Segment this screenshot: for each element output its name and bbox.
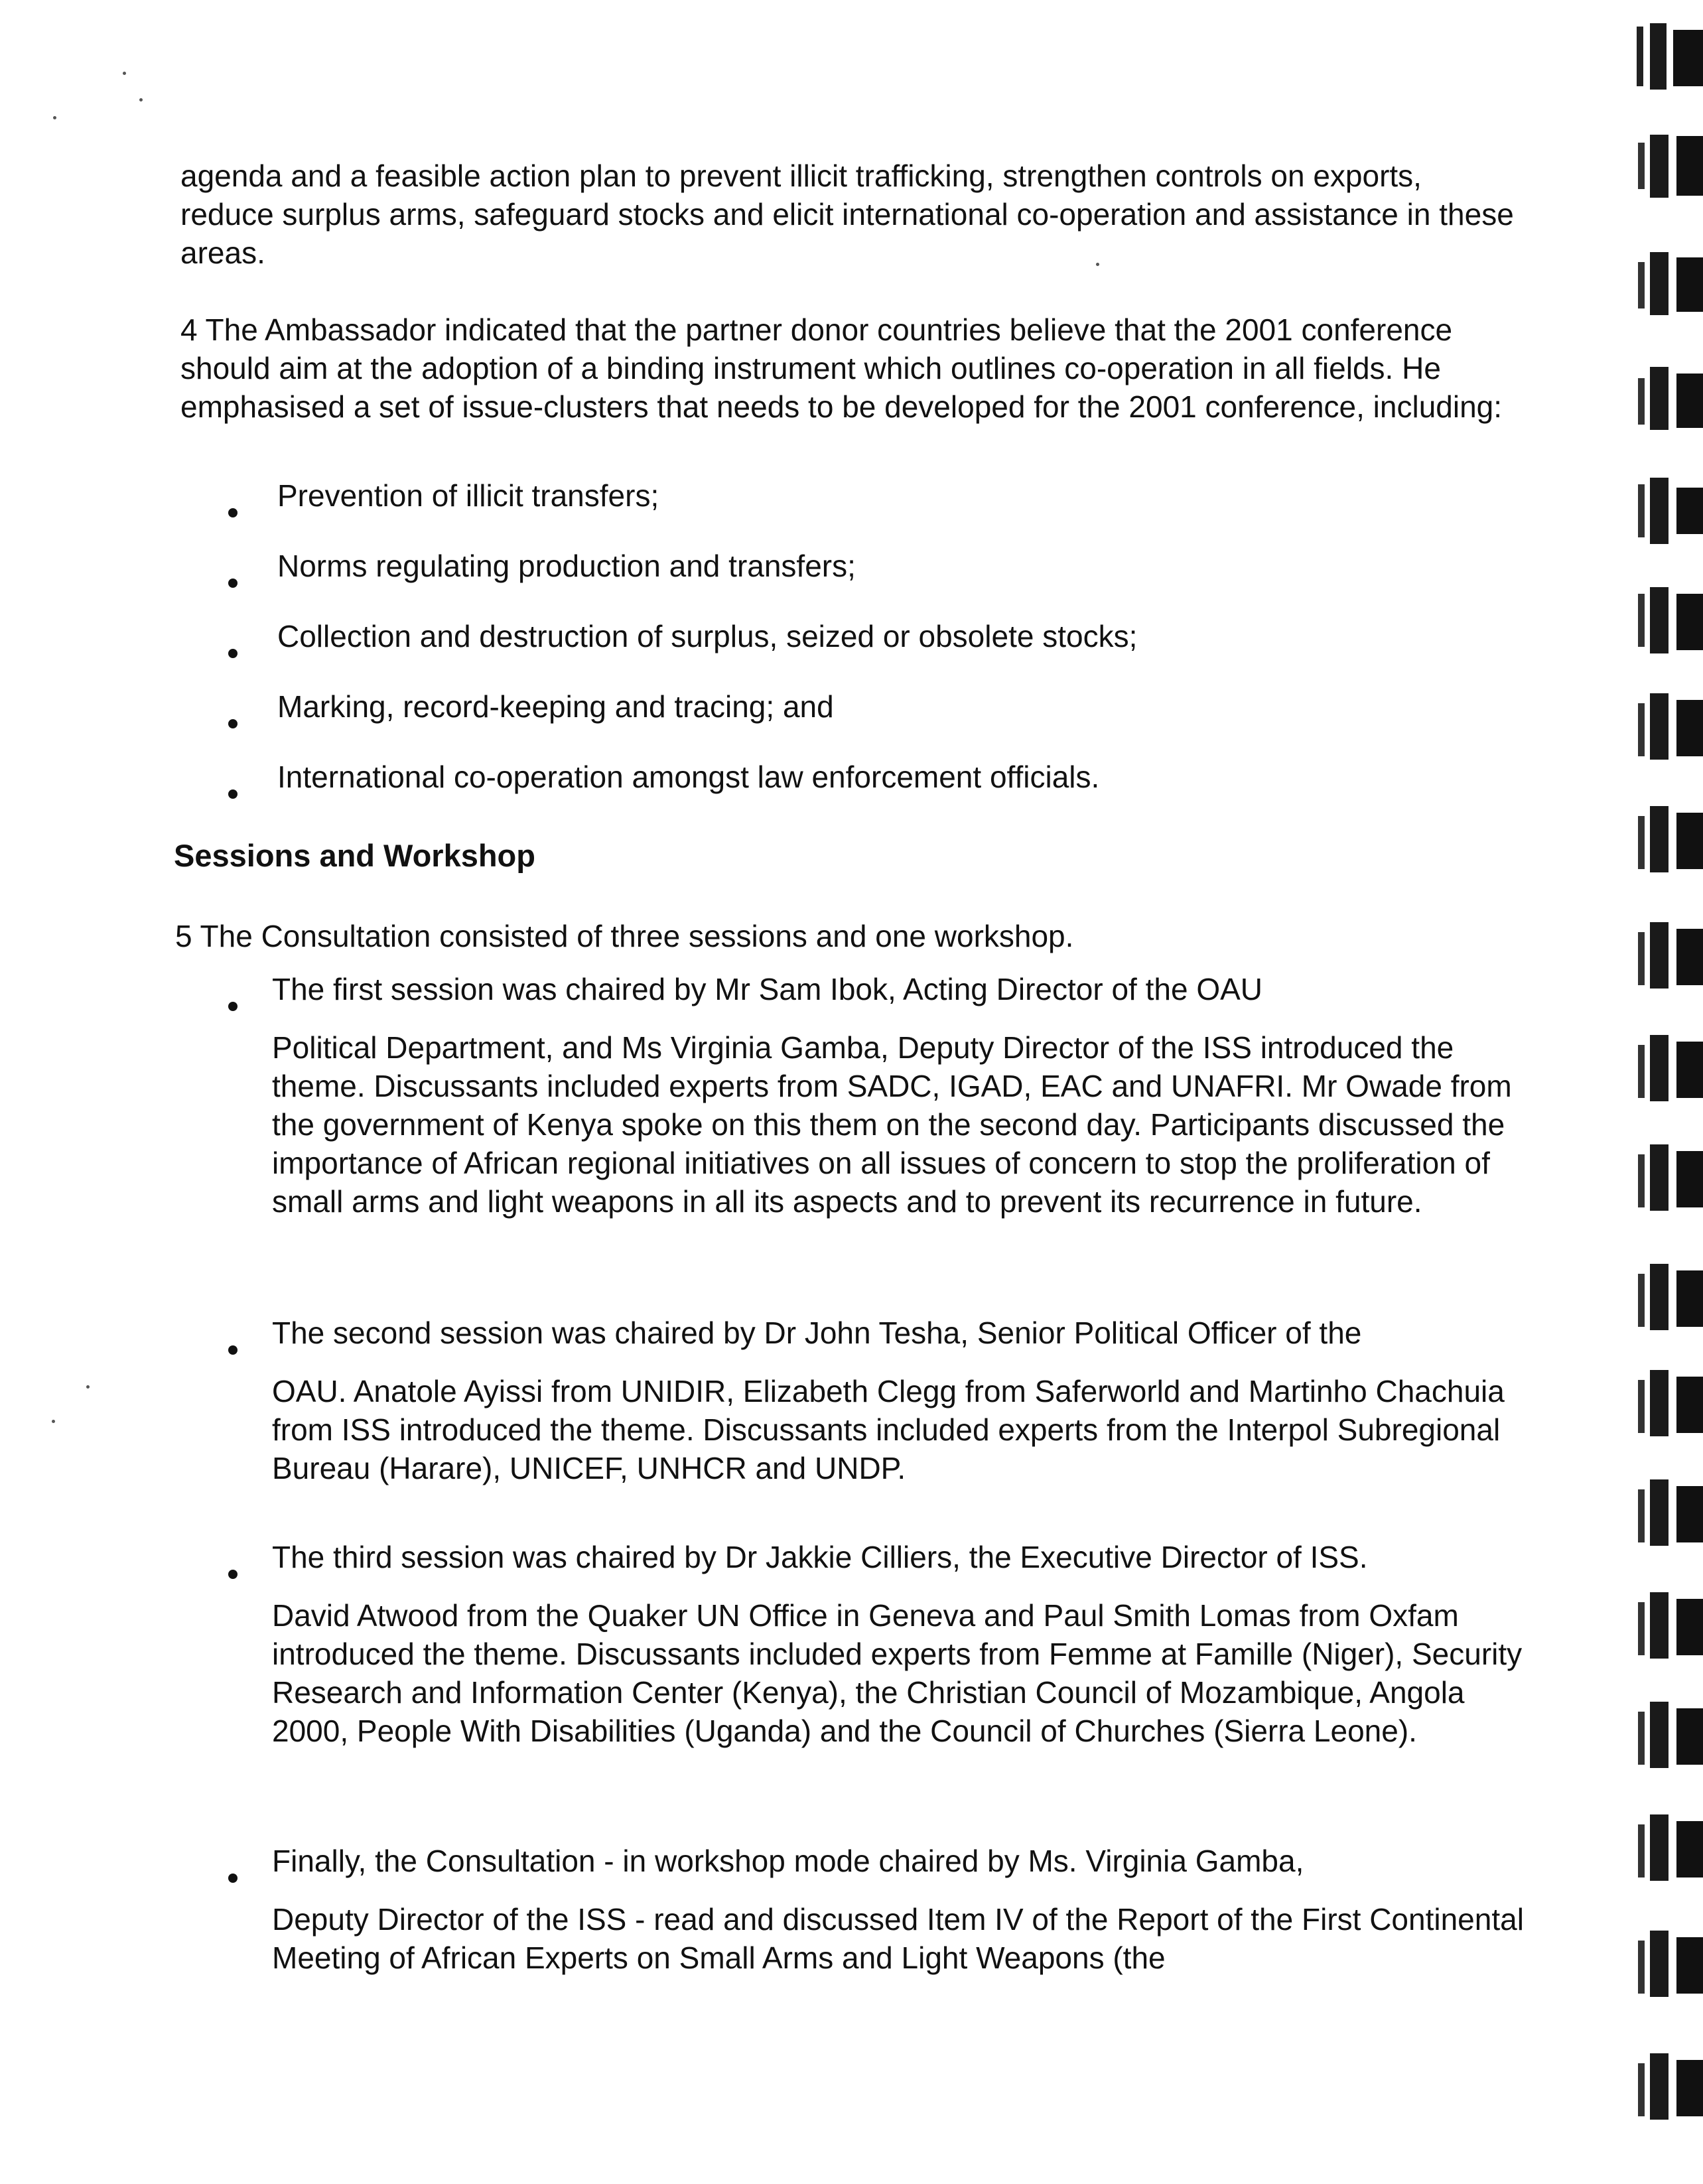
list-item-text: Norms regulating production and transfers; — [277, 549, 856, 583]
spiral-binding-ring-icon — [1623, 803, 1703, 876]
scan-speck — [86, 1385, 90, 1389]
bullet-icon — [228, 1345, 238, 1355]
spiral-binding-ring-icon — [1623, 2050, 1703, 2123]
spiral-binding-ring-icon — [1623, 1367, 1703, 1440]
spiral-binding-ring-icon — [1623, 584, 1703, 657]
spiral-binding-ring-icon — [1623, 1811, 1703, 1884]
paragraph-4: 4 The Ambassador indicated that the partner donor countries believe that the 2001 conference should aim at the adoption of a binding instrument which outlines co-operation in all fields. He emphasised a set of issue-clusters that needs to be developed for the 2001 conference, including: — [180, 312, 1503, 424]
session-lead: The third session was chaired by Dr Jakkie Cilliers, the Executive Director of ISS. — [272, 1540, 1368, 1574]
spiral-binding-ring-icon — [1623, 129, 1703, 202]
bullet-icon — [228, 789, 238, 799]
bullet-icon — [228, 1874, 238, 1883]
spiral-binding-ring-icon — [1623, 362, 1703, 435]
scan-speck — [139, 98, 143, 102]
list-item-text: Marking, record-keeping and tracing; and — [277, 689, 834, 724]
spiral-binding-ring-icon — [1623, 245, 1703, 318]
spiral-binding — [1617, 0, 1703, 2184]
spiral-binding-ring-icon — [1623, 1141, 1703, 1214]
list-item-text: Collection and destruction of surplus, seized or obsolete stocks; — [277, 619, 1138, 653]
session-lead: Finally, the Consultation - in workshop mode chaired by Ms. Virginia Gamba, — [272, 1844, 1304, 1878]
continuation-paragraph: agenda and a feasible action plan to prevent illicit trafficking, strengthen controls on exports, reduce surplus arms, safeguard stocks and elicit international co-operation and assistance in these areas. — [180, 159, 1514, 270]
spiral-binding-ring-icon — [1623, 1261, 1703, 1333]
session-body: David Atwood from the Quaker UN Office in Geneva and Paul Smith Lomas from Oxfam introduced the theme. Discussants included experts from Femme at Famille (Niger), Security Research and Information Center (Kenya), the Christian Council of Mozambique, Angola 2000, People With Disabilities (Uganda) and the Council of Churches (Sierra Leone). — [272, 1598, 1523, 1748]
spiral-binding-ring-icon — [1623, 1589, 1703, 1662]
bullet-icon — [228, 1002, 238, 1011]
session-body: Political Department, and Ms Virginia Gamba, Deputy Director of the ISS introduced the theme. Discussants included experts from SADC, IGAD, EAC and UNAFRI. Mr Owade from the government of Kenya spoke on this them on the second day. Participants discussed the importance of African regional initiatives on all issues of concern to stop the proliferation of small arms and light weapons in all its aspects and to prevent its recurrence in future. — [272, 1030, 1512, 1219]
bullet-icon — [228, 579, 238, 588]
spiral-binding-ring-icon — [1623, 690, 1703, 763]
bullet-icon — [228, 649, 238, 658]
spiral-binding-ring-icon — [1623, 1476, 1703, 1549]
spiral-binding-ring-icon — [1623, 1032, 1703, 1105]
section-heading: Sessions and Workshop — [174, 838, 535, 873]
spiral-binding-ring-icon — [1623, 919, 1703, 992]
spiral-binding-ring-icon — [1623, 20, 1703, 93]
bullet-icon — [228, 719, 238, 728]
scan-speck — [53, 116, 56, 119]
spiral-binding-ring-icon — [1623, 1927, 1703, 2000]
scan-speck — [123, 72, 126, 75]
session-lead: The second session was chaired by Dr John Tesha, Senior Political Officer of the — [272, 1316, 1362, 1350]
session-body: OAU. Anatole Ayissi from UNIDIR, Elizabeth Clegg from Saferworld and Martinho Chachuia from ISS introduced the theme. Discussants included experts from the Interpol Subregional Bureau (Harare), UNICEF, UNHCR and UNDP. — [272, 1374, 1505, 1485]
list-item-text: International co-operation amongst law enforcement officials. — [277, 760, 1100, 794]
session-body: Deputy Director of the ISS - read and discussed Item IV of the Report of the First Continental Meeting of African Experts on Small Arms and Light Weapons (the — [272, 1902, 1524, 1975]
bullet-icon — [228, 508, 238, 517]
spiral-binding-ring-icon — [1623, 1698, 1703, 1771]
scan-speck — [52, 1420, 55, 1423]
scan-speck — [1096, 263, 1099, 266]
list-item-text: Prevention of illicit transfers; — [277, 478, 659, 513]
session-lead: The first session was chaired by Mr Sam Ibok, Acting Director of the OAU — [272, 972, 1263, 1006]
bullet-icon — [228, 1570, 238, 1579]
spiral-binding-ring-icon — [1623, 474, 1703, 547]
paragraph-5: 5 The Consultation consisted of three sessions and one workshop. — [175, 919, 1074, 953]
